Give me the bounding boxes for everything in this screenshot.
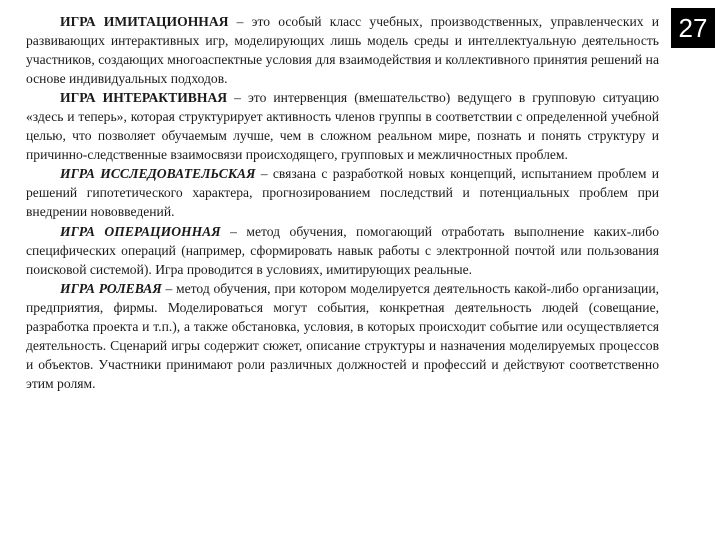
definition-paragraph-imitation	[26, 12, 659, 88]
term-operational-game: ИГРА ОПЕРАЦИОННАЯ	[60, 223, 221, 239]
definition-text: – метод обучения, помогающий отработать выполнение каких-либо специфических операций (например, сформировать навык работы с электронной почтой или пользования поисковой системой). Игра проводится в условиях, имитирующих реальные.	[26, 223, 659, 277]
definition-text: – это интервенция (вмешательство) ведущего в групповую ситуацию «здесь и теперь», которая структурирует активность членов группы в соответствии с определенной учебной целью, что позволяет обучаемым лучше, чем в сложном реальном мире, познать и понять структуру и причинно-следственные взаимосвязи происходящего, групповых и межличностных проблем.	[26, 90, 660, 163]
term-role-game: ИГРА РОЛЕВАЯ	[60, 280, 162, 296]
definition-paragraph-role	[26, 279, 659, 393]
definition-text: – метод обучения, при котором моделируется деятельность какой-либо организации, предприятия, фирмы. Моделироваться могут события, конкретная деятельность людей (совещание, разработка проекта и т.п.), а также обстановка, условия, в которых происходит событие или осуществляется деятельность. Сценарий игры содержит сюжет, описание структуры и назначения моделируемых процессов и объектов. Участники принимают роли различных должностей и профессий и действуют соответственно этим ролям.	[26, 280, 659, 391]
definition-paragraph-operational	[26, 222, 659, 279]
document-body	[26, 12, 659, 393]
definition-paragraph-interactive	[26, 88, 659, 164]
page-number-badge: 27	[671, 8, 715, 48]
term-research-game: ИГРА ИССЛЕДОВАТЕЛЬСКАЯ	[60, 166, 256, 182]
definition-text: – связана с разработкой новых концепций, испытанием проблем и решений гипотетического характера, прогнозированием последствий и потенциальных проблем при внедрении нововведений.	[26, 166, 659, 220]
term-imitation-game: ИГРА ИМИТАЦИОННАЯ	[60, 14, 229, 29]
definition-paragraph-research	[26, 164, 659, 221]
term-interactive-game: ИГРА ИНТЕРАКТИВНАЯ	[60, 90, 228, 106]
definition-text: – это особый класс учебных, производственных, управленческих и развивающих интерактивных игр, моделирующих лишь модель среды и интеллектуальную деятельность участников, создающих многоаспектные условия для взаимодействия и коллективного принятия решений на основе индивидуальных подходов.	[26, 14, 659, 87]
